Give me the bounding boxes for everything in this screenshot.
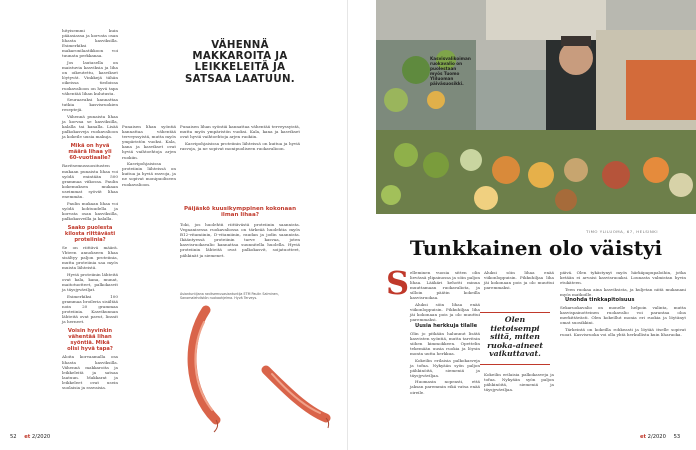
pull-quote: VÄHENNÄ MAKKAROITA JA LEIKKELEITÄ JA SATSAA LAATUUN. (185, 40, 295, 85)
left-column-2 (122, 124, 176, 188)
paragraph: Sekaruokavalio on monelle helpoin valinta, mutta kasvispainotteinen ruokavalio voi parantaa oloa merkittävästi. Olen kokeillut monia eri ruokia ja löytänyt omat suosikkini. (560, 305, 686, 326)
paragraph: Paulin mukaan lihaa voi syödä kohtuudella ja korvata osan kasviksilla, palkokasveilla ja kalalla. (62, 200, 118, 221)
right-column-1 (410, 270, 480, 396)
drop-cap: S (386, 264, 410, 302)
paragraph: Hyviä proteiinin lähteitä ovat kala, kana, munat, maitotuotteet, palkokasvit ja täysjyväviljat. (62, 271, 118, 293)
paragraph: Vähennä punaista lihaa ja korvaa se kasviksilla, kalalla tai kanalla. Lisää palkokasveja ruokavalioon ja kokeile uusia makuja. (62, 114, 118, 140)
question-heading: Voisin hyvinkin vähentää lihan syöntiä. Mikä olisi hyvä tapa? (67, 328, 113, 353)
quote-rule-bottom (480, 364, 550, 365)
fact-box-source: Asiantuntijana ravitsemusasiantuntija ETM Paulin Salminen, Sanomalehdistön ruokaohjelma. Hyvä Terveys. (180, 292, 279, 301)
fact-box-title: Päijäskö kuusikymppinen kokonaan ilman lihaa? (183, 206, 297, 219)
paragraph: Punaisen lihan syöntiä kannattaa vähentää terveyssyistä, mutta myös ympäristön vuoksi. Kala, kana ja kasvikset ovat hyviä vaihtoehtoja arjen ruokiin. (180, 124, 300, 140)
paragraph: Aluksi söin lihaa enää viikonloppuisin. Pikkuhiljaa liha jäi kokonaan pois ja olo muuttui paremmaksi. (410, 302, 480, 323)
left-column-3 (180, 124, 300, 152)
magazine-brand: et (640, 434, 646, 440)
paragraph: Huomasin nopeasti, että jaksan paremmin eikä vatsa enää oireile. (410, 379, 480, 395)
paragraph: Teen ruokaa aina kasviksista, ja kuljetan niitä mukanani myös matkoille. (560, 286, 686, 297)
quote-rule-top (480, 312, 550, 313)
page-number: 52 (10, 434, 17, 440)
paragraph: Kasvipohjaisissa proteiinin lähteissä on kuitua ja hyviä rasvoja, ja ne sopivat monipuoliseen ruokavalioon. (122, 161, 176, 187)
paragraph: elleminen vuosia sitten olin lievässä ylipainossa ja söin paljon lihaa. Lääkäri kehotti minua muuttamaan ruokavaliota, ja silloin päätin kokeilla kasvisruokaa. (410, 270, 480, 301)
subheading: Unohda tinkkapitoisuus (565, 297, 635, 304)
page-number: 53 (673, 434, 681, 440)
question-heading: Mikä on hyvä määrä lihaa yli 60-vuotiaalle? (68, 143, 112, 162)
person-credit: TIMO YLILUOMA, 67, HELSINKI (586, 229, 658, 234)
paragraph: Kokeilin erilaisia palkokasveja ja tofua. Nykyään syön paljon pähkinöitä, siemeniä ja täysjyväviljaa. (410, 357, 480, 378)
paragraph: Ravitsemussuositusten mukaan punaista lihaa voi syödä enintään 500 grammaa viikossa. Paulin kokemuksen mukaan useimmat syövät lihaa enemmän. (62, 163, 118, 200)
paragraph: Aloita korvaamalla osa lihasta kasviksilla. Vähennä makkaroita ja leikkeleitä ja satsaa laatuun. Makkarat ja leikkeleet ovat usein suolaisia ja rasvaisia. (62, 354, 118, 390)
left-column-1 (62, 28, 118, 392)
issue-label: 2/2020 (31, 434, 51, 440)
fact-box-text: Toki, jos huolehtii riittävästä proteiinin saannista. Vegaanisessa ruokavaliossa on tärkeää huolehtia myös B12-vitamiinin, D-vitamiinin, raudan ja jodin saannista. Ikääntyessä proteiinin tarve kasvaa, joten kasvisruokavalio kannattaa suunnitella huolella. Hyviä proteiinin lähteitä ovat palkokasvit, soijatuotteet, pähkinät ja siemenet. (180, 222, 300, 258)
subheading: Uusia herkkuja tilalle (415, 322, 478, 329)
paragraph: Seuraavaksi kannattaa tutkia kasvisruokien reseptejä. (62, 97, 118, 113)
paragraph: Olin jo pitkään halunnut lisätä kasvisten syöntiä, mutta tarvitsin siihen kimmokkeen. Opettelin tekemään uusia ruokia ja löysin monta uutta herkkua. (410, 330, 480, 356)
paragraph: Jos lautasella on maistuvia kasviksia ja liha on oikeutettu, kasvikset löytyvät. Vinkkejä tähän oikeissa tiedoissa ruokavalioon on hyvä tapa vähentää lihan kulutusta. (62, 60, 118, 96)
right-folio (640, 434, 680, 440)
market-photo (376, 0, 696, 214)
right-column-2b (484, 372, 554, 394)
paragraph: Esimerkiksi 100 grammaa broileria sisältää noin 20 grammaa proteiinia. Kasvikunnan lähteitä ovat pavut, linssit ja herneet. (62, 293, 118, 325)
magazine-brand: et (24, 434, 31, 440)
right-column-3 (560, 270, 686, 339)
issue-label: 2/2020 (647, 434, 666, 440)
pull-quote-right: Olen tietoisempi siitä, miten ruoka-aineet vaikuttavat. (487, 315, 543, 359)
paragraph: hityisemmi kuin pääasiassa ja korvata osan lihasta kasviksilla. Esimerkiksi makaronilaatikkoon voi tuunata perkkanaa. (62, 28, 118, 59)
paragraph: Punaisen lihan syöntiä kannattaa vähentää terveyssyistä, mutta myös ympäristön vuoksi. Kala, kana ja kasvikset ovat hyviä vaihtoehtoja arjen ruokiin. (122, 124, 176, 160)
photo-caption: Kasvisvalikoiman ruokavalio on puolestaan myös Tuomo Yliluoman päiväsuosikki. (430, 56, 471, 86)
paragraph: Tärkeintä on kokeilla rohkeasti ja löytää itselle sopivat ruoat. Kasvisruoka voi olla yhtä herkullista kuin liharuoka. (560, 326, 686, 338)
paragraph: Aluksi söin lihaa enää viikonloppuisin. Pikkuhiljaa liha jäi kokonaan pois ja olo muuttui paremmaksi. (484, 270, 554, 291)
paragraph: Kokeilin erilaisia palkokasveja ja tofua. Nykyään syön paljon pähkinöitä, siemeniä ja täysjyväviljaa. (484, 372, 554, 393)
left-folio (10, 434, 50, 440)
paragraph: Kasvipohjaisissa proteiinin lähteissä on kuitua ja hyviä rasvoja, ja ne sopivat monipuoliseen ruokavalioon. (180, 140, 300, 151)
question-heading: Saako puolesta kilosta riittävästi proteiinia? (64, 225, 116, 243)
sausage-illustration (176, 300, 332, 440)
paragraph: Se on riittävä määrä. Yhteen annokseen lihaa sisältyy paljon proteiinia, mutta proteiinia saa myös muista lähteistä. (62, 245, 118, 271)
right-column-2 (484, 270, 554, 292)
article-headline: Tunkkainen olo väistyi (409, 236, 663, 260)
paragraph: päivä. Olen tykästynyt myös härkäpapupaloihin, jotka ketään ei arvaisi kasvisruoaksi. Lounasta valmistan hyvin etukäteen. (560, 270, 686, 286)
